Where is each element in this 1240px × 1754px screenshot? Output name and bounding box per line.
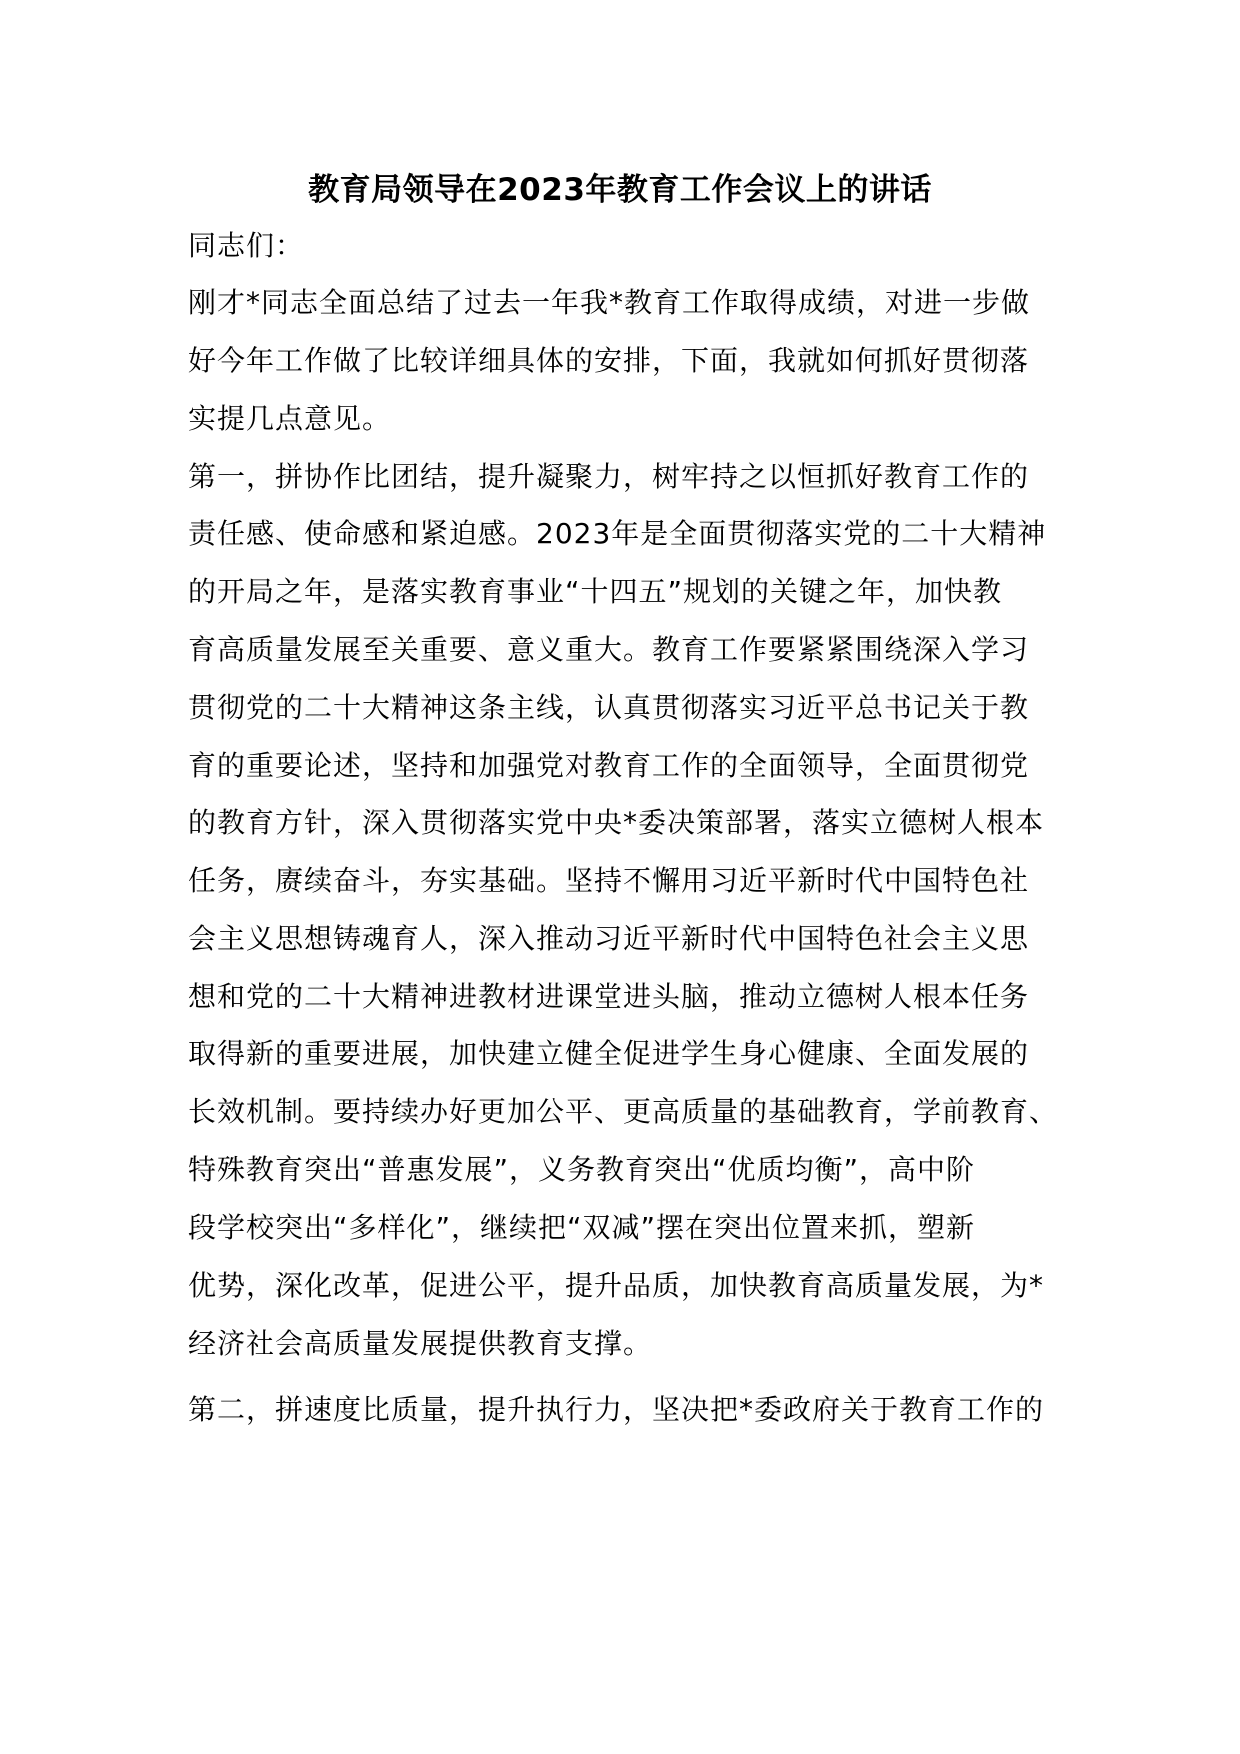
- text-line: 经济社会高质量发展提供教育支撑。: [188, 1327, 653, 1360]
- text-line: 实提几点意见。: [188, 402, 392, 435]
- text-line: 责任感、使命感和紧迫感。2023年是全面贯彻落实党的二十大精神: [188, 517, 1047, 550]
- text-line: 育高质量发展至关重要、意义重大。教育工作要紧紧围绕深入学习: [188, 633, 1030, 666]
- text-line: 任务，赓续奋斗，夯实基础。坚持不懈用习近平新时代中国特色社: [188, 864, 1030, 897]
- text-line: 第二，拼速度比质量，提升执行力，坚决把*委政府关于教育工作的: [188, 1393, 1045, 1426]
- text-line: 育的重要论述，坚持和加强党对教育工作的全面领导，全面贯彻党: [188, 749, 1030, 782]
- document-title: 教育局领导在2023年教育工作会议上的讲话: [308, 172, 932, 208]
- text-line: 第一，拼协作比团结，提升凝聚力，树牢持之以恒抓好教育工作的: [188, 460, 1030, 493]
- text-line: 好今年工作做了比较详细具体的安排，下面，我就如何抓好贯彻落: [188, 344, 1030, 377]
- text-line: 段学校突出“多样化”，继续把“双减”摆在突出位置来抓，塑新: [188, 1211, 976, 1244]
- text-line: 会主义思想铸魂育人，深入推动习近平新时代中国特色社会主义思: [188, 922, 1030, 955]
- text-line: 的教育方针，深入贯彻落实党中央*委决策部署，落实立德树人根本: [188, 806, 1045, 839]
- text-line: 特殊教育突出“普惠发展”，义务教育突出“优质均衡”，高中阶: [188, 1153, 976, 1186]
- text-line: 刚才*同志全面总结了过去一年我*教育工作取得成绩，对进一步做: [188, 286, 1031, 319]
- text-line: 优势，深化改革，促进公平，提升品质，加快教育高质量发展，为*: [188, 1269, 1045, 1302]
- text-line: 长效机制。要持续办好更加公平、更高质量的基础教育，学前教育、: [188, 1095, 1059, 1128]
- text-line: 的开局之年，是落实教育事业“十四五”规划的关键之年，加快教: [188, 575, 1003, 608]
- text-line: 取得新的重要进展，加快建立健全促进学生身心健康、全面发展的: [188, 1037, 1030, 1070]
- text-line: 贯彻党的二十大精神这条主线，认真贯彻落实习近平总书记关于教: [188, 691, 1030, 724]
- salutation-line: 同志们：: [188, 229, 305, 262]
- text-line: 想和党的二十大精神进教材进课堂进头脑，推动立德树人根本任务: [188, 980, 1030, 1013]
